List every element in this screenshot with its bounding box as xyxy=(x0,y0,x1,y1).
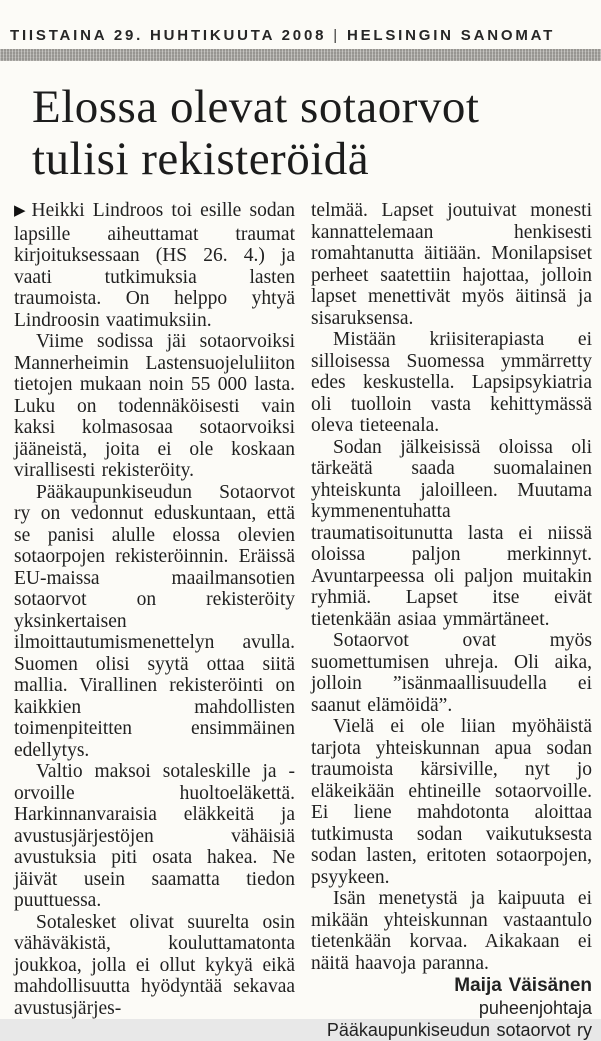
paragraph: Sodan jälkeisissä oloissa oli tärkeätä saada suomalainen yhteiskunta jaloilleen. Muutama kymmenentuhatta traumatisoitunutta lasta ei niissä oloissa paljon merkinnyt. Avuntarpeessa oli paljon muitakin ryhmiä. Lapset itse eivät tietenkään asiaa ymmärtäneet. xyxy=(311,436,592,630)
paragraph: Vielä ei ole liian myöhäistä tarjota yhteiskunnan apua sodan traumoista kärsiville, nyt jo eläkeikään ehtineille sotaorvoille. Ei liene mahdotonta aloittaa tutkimusta sodan vaikutuksesta sodan lasten, eritoten sotaorpojen, psyykeen. xyxy=(311,716,592,888)
column-right xyxy=(311,200,592,1041)
masthead xyxy=(0,0,601,61)
headline xyxy=(32,81,591,185)
column-left xyxy=(14,200,295,1041)
paragraph: Viime sodissa jäi sotaorvoiksi Mannerheimin Lastensuojeluliiton tietojen mukaan noin 55 000 lasta. Luku on todennäköisesti vain kaksi kolmasosaa sotaorvoiksi jääneistä, joita ei ole koskaan virallisesti rekisteröity. xyxy=(14,331,295,481)
paragraph: Sotaorvot ovat myös suomettumisen uhreja. Oli aika, jolloin ”isänmaallisuudella ei saanut elämöidä”. xyxy=(311,630,592,716)
paragraph: Isän menetystä ja kaipuuta ei mikään yhteiskunnan vastaantulo tietenkään korvaa. Aikakaan ei näitä haavoja paranna. xyxy=(311,888,592,974)
paragraph: telmää. Lapset joutuivat monesti kannattelemaan henkisesti romahtanutta äitiään. Monilapsiset perheet saatettiin hajottaa, jolloin lapset menettivät myös äitinsä ja sisaruksensa. xyxy=(311,200,592,329)
paragraph-text: Heikki Lindroos toi esille sodan lapsille aiheuttamat traumat kirjoituksessaan (HS 26. 4.) ja vaati tutkimuksia lasten traumoista. On helppo yhtyä Lindroosin vaatimuksiin. xyxy=(14,200,295,331)
masthead-text xyxy=(10,27,593,44)
article-body xyxy=(0,200,601,1041)
paragraph: Sotalesket olivat suurelta osin vähäväkistä, kouluttamatonta joukkoa, jolla ei ollut kykyä eikä mahdollisuutta hyödyntää sekavaa avustusjärjes- xyxy=(14,911,295,1019)
paragraph: Mistään kriisiterapiasta ei silloisessa Suomessa ymmärretty edes keskustella. Lapsipsykiatria oli tuolloin vasta kehittymässä oleva tieteenala. xyxy=(311,329,592,436)
headline-line-1: Elossa olevat sotaorvot xyxy=(32,81,480,133)
signature-block xyxy=(311,975,592,1041)
headline-line-2: tulisi rekisteröidä xyxy=(32,133,370,185)
signature-organization: Pääkaupunkiseudun sotaorvot ry xyxy=(326,1020,592,1040)
paragraph: Valtio maksoi sotaleskille ja -orvoille huoltoeläkettä. Harkinnanvaraisia eläkkeitä ja avustusjärjestöjen vähäisiä avustuksia piti osata hakea. Ne jäivät usein saamatta tiedon puuttuessa. xyxy=(14,761,295,911)
paragraph xyxy=(14,200,295,331)
masthead-divider: | xyxy=(333,27,340,44)
paragraph: Pääkaupunkiseudun Sotaorvot ry on vedonnut eduskuntaan, että se panisi alulle elossa olevien sotaorpojen rekisteröinnin. Eräissä EU-maissa maailmansotien sotaorvot on rekisteröity yksinkertaisen ilmoittautumismenettelyn avulla. Suomen olisi syytä ottaa siitä mallia. Virallinen rekisteröinti on kaikkien mahdollisten toimenpiteitten ensimmäinen edellytys. xyxy=(14,481,295,761)
newspaper-name: HELSINGIN SANOMAT xyxy=(346,27,556,44)
halftone-rule xyxy=(0,49,601,61)
signature-role: puheenjohtaja xyxy=(478,998,592,1018)
signature-name: Maija Väisänen xyxy=(454,975,592,996)
dateline: TIISTAINA 29. HUHTIKUUTA 2008 xyxy=(10,27,327,44)
lead-arrow-icon: ▶ xyxy=(14,203,26,219)
